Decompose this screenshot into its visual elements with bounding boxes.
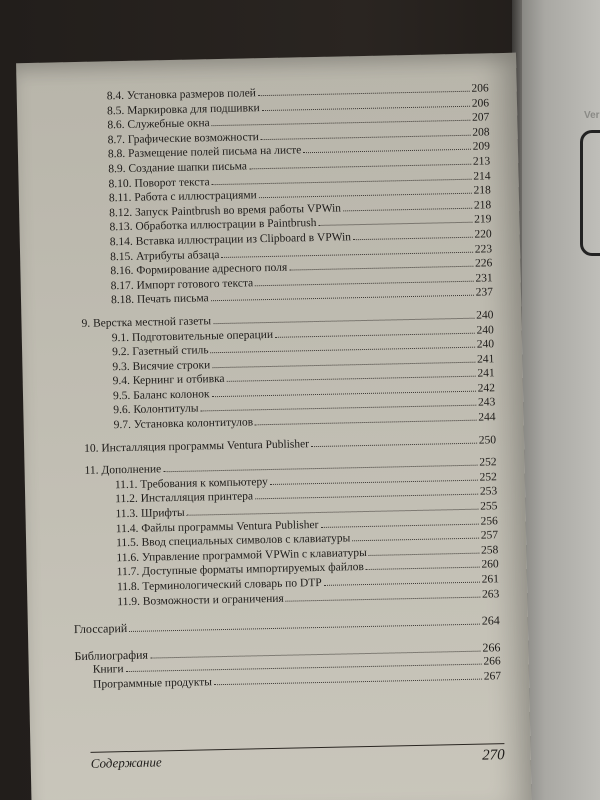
entry-title: Обработка иллюстрации в Paintbrush xyxy=(135,217,317,234)
dot-leader xyxy=(270,480,478,485)
toc-chapter-10 xyxy=(84,433,496,456)
page-footer xyxy=(90,743,504,773)
page-number: 244 xyxy=(478,411,496,424)
page-number: 218 xyxy=(473,199,492,212)
dot-leader xyxy=(311,442,477,446)
page-number: 207 xyxy=(471,111,490,124)
dot-leader xyxy=(318,222,472,226)
entry-number: 11.4. xyxy=(115,522,139,535)
entry-title: Инсталляция принтера xyxy=(140,490,254,506)
dot-leader xyxy=(221,251,472,257)
dot-leader xyxy=(255,494,478,500)
entry-number: 8.11. xyxy=(108,192,132,205)
page-number: 240 xyxy=(476,323,494,337)
entry-title: Кернинг и отбивка xyxy=(132,373,225,388)
page-number: 257 xyxy=(480,529,499,542)
dot-leader xyxy=(343,207,472,211)
page-number: 206 xyxy=(471,96,490,110)
dot-leader xyxy=(286,596,480,601)
page-number: 240 xyxy=(476,309,494,322)
chapter-number: 10. xyxy=(84,442,99,455)
entry-number: 8.10. xyxy=(108,177,132,190)
dot-leader xyxy=(258,91,470,96)
entry-number: 11.2. xyxy=(115,493,138,506)
entry-number: 11.9. xyxy=(117,595,141,608)
page-number: 266 xyxy=(482,640,501,655)
section-8-list xyxy=(77,81,493,308)
entry-title: Графические возможности xyxy=(127,130,259,146)
dot-leader xyxy=(255,420,476,426)
page-number: 256 xyxy=(480,514,498,528)
dot-leader xyxy=(320,523,478,527)
bibliography-title: Библиография xyxy=(74,647,149,663)
entry-number: 11.3. xyxy=(115,507,139,521)
page-number: 208 xyxy=(472,126,490,139)
entry-title: Ввод специальных символов с клавиатуры xyxy=(141,532,351,549)
dot-leader xyxy=(275,332,474,337)
entry-title: Газетный стиль xyxy=(132,344,209,358)
section-11-list xyxy=(85,470,500,610)
chapter-title: Верстка местной газеты xyxy=(92,315,212,330)
page-number: 242 xyxy=(477,382,496,395)
chapter-number: 9. xyxy=(81,317,91,330)
entry-number: 9.1. xyxy=(111,331,130,344)
table-of-contents xyxy=(73,81,502,692)
entry-title: Печать письма xyxy=(136,292,209,307)
dot-leader xyxy=(211,295,474,302)
page-number: 241 xyxy=(476,352,495,366)
entry-title: Установка колонтитулов xyxy=(133,416,254,431)
page-number: 214 xyxy=(473,169,491,183)
entry-title: Установка размеров полей xyxy=(126,87,257,102)
entry-number: 9.6. xyxy=(113,404,131,417)
entry-number: 8.9. xyxy=(108,162,126,176)
entry-title: Поворот текста xyxy=(134,175,210,190)
entry-title: Терминологический словарь по DTP xyxy=(142,576,322,593)
page-number: 255 xyxy=(480,500,498,513)
dot-leader xyxy=(366,567,480,570)
dot-leader xyxy=(259,193,472,198)
entry-title: Возможности и ограничения xyxy=(142,592,284,608)
entry-number: 9.7. xyxy=(113,418,132,432)
adjacent-page-text: Ver xyxy=(584,110,600,121)
entry-title: Размещение полей письма на листе xyxy=(127,144,302,161)
footer-page-number: 270 xyxy=(481,747,505,764)
entry-number: 11.6. xyxy=(116,551,140,565)
entry-title: Создание шапки письма xyxy=(128,160,248,175)
entry-number: 9.5. xyxy=(112,389,131,403)
entry-number: 8.7. xyxy=(107,133,126,147)
chapter-title: Дополнение xyxy=(101,463,162,477)
entry-number: 8.18. xyxy=(110,294,135,307)
dot-leader xyxy=(262,105,470,110)
page-number: 226 xyxy=(474,257,493,270)
toc-glossary xyxy=(74,613,500,637)
page-number: 231 xyxy=(475,272,493,285)
dot-leader xyxy=(353,237,473,241)
entry-number: 8.17. xyxy=(110,279,134,293)
page-number: 252 xyxy=(479,471,497,484)
dot-leader xyxy=(289,266,473,271)
section-9-list xyxy=(82,323,496,434)
dot-leader xyxy=(227,376,476,382)
entry-number: 8.12. xyxy=(109,206,133,220)
page-number: 209 xyxy=(472,140,491,154)
glossary-title: Глоссарий xyxy=(73,621,128,637)
page-number: 237 xyxy=(475,286,494,299)
page-number: 258 xyxy=(480,544,499,557)
dot-leader xyxy=(255,280,473,286)
chapter-title: Инсталляция программы Ventura Publisher xyxy=(101,437,310,455)
page-number: 252 xyxy=(479,456,497,469)
page-number: 267 xyxy=(483,670,502,683)
entry-number: 11.1. xyxy=(114,478,138,492)
entry-title: Импорт готового текста xyxy=(136,277,254,292)
entry-number: 8.5. xyxy=(106,104,125,117)
entry-number: 9.2. xyxy=(112,346,130,359)
dot-leader xyxy=(214,679,482,686)
entry-number: 11.5. xyxy=(116,536,139,550)
entry-number: 8.6. xyxy=(107,119,125,132)
entry-number: 8.8. xyxy=(107,148,126,161)
page-number: 213 xyxy=(472,155,491,168)
entry-title: Доступные форматы импортируемых файлов xyxy=(142,561,364,579)
chapter-number: 11. xyxy=(84,464,99,478)
entry-title: Висячие строки xyxy=(132,358,211,373)
dot-leader xyxy=(352,538,479,542)
page-number: 260 xyxy=(481,558,499,572)
page-number: 240 xyxy=(476,338,495,351)
page-number: 250 xyxy=(478,433,497,447)
page-number: 253 xyxy=(479,485,498,499)
page-number: 223 xyxy=(474,242,493,256)
entry-title: Атрибуты абзаца xyxy=(135,248,220,263)
book-page xyxy=(16,53,532,800)
entry-title: Программные продукты xyxy=(92,676,213,691)
entry-number: 8.13. xyxy=(109,221,133,234)
page-number: 218 xyxy=(473,184,491,197)
entry-title: Маркировка для подшивки xyxy=(127,101,260,117)
page-number: 261 xyxy=(481,573,500,586)
entry-title: Формирование адресного поля xyxy=(136,261,288,277)
entry-title: Вставка иллюстрации из Clipboard в VPWin xyxy=(135,231,352,248)
entry-title: Шрифты xyxy=(140,506,185,520)
entry-number: 8.4. xyxy=(106,89,125,103)
entry-title: Файлы программы Ventura Publisher xyxy=(141,518,319,535)
entry-number: 8.16. xyxy=(110,264,134,278)
entry-number: 8.15. xyxy=(110,250,134,263)
entry-number: 9.3. xyxy=(112,360,130,373)
entry-title: Работа с иллюстрациями xyxy=(134,189,257,204)
footer-section-title: Содержание xyxy=(90,754,162,771)
page-number: 220 xyxy=(474,228,492,241)
entry-title: Книги xyxy=(92,663,124,677)
entry-number: 9.4. xyxy=(112,375,131,388)
page-number: 219 xyxy=(474,213,492,227)
entry-number: 11.7. xyxy=(116,566,140,579)
adjacent-page-bracket xyxy=(580,130,600,256)
dot-leader xyxy=(129,624,480,632)
page-number: 243 xyxy=(477,396,496,410)
dot-leader xyxy=(369,552,479,555)
page-number: 206 xyxy=(471,82,489,95)
entry-title: Подготовительные операции xyxy=(131,328,274,344)
entry-number: 11.8. xyxy=(116,580,140,594)
dot-leader xyxy=(249,164,471,170)
entry-title: Баланс колонок xyxy=(133,388,210,402)
entry-title: Служебные окна xyxy=(127,117,210,132)
page-number: 241 xyxy=(477,367,495,380)
entry-title: Запуск Paintbrush во время работы VPWin xyxy=(134,202,342,219)
page-number: 266 xyxy=(483,655,501,668)
entry-title: Управление программой VPWin с клавиатуры xyxy=(141,546,367,564)
dot-leader xyxy=(261,135,471,140)
page-number: 263 xyxy=(481,587,500,601)
entry-title: Требования к компьютеру xyxy=(140,475,268,491)
dot-leader xyxy=(303,149,470,154)
page-number: 264 xyxy=(481,613,500,628)
entry-number: 8.14. xyxy=(109,235,133,249)
entry-title: Колонтитулы xyxy=(133,402,199,417)
dot-leader xyxy=(324,582,480,586)
